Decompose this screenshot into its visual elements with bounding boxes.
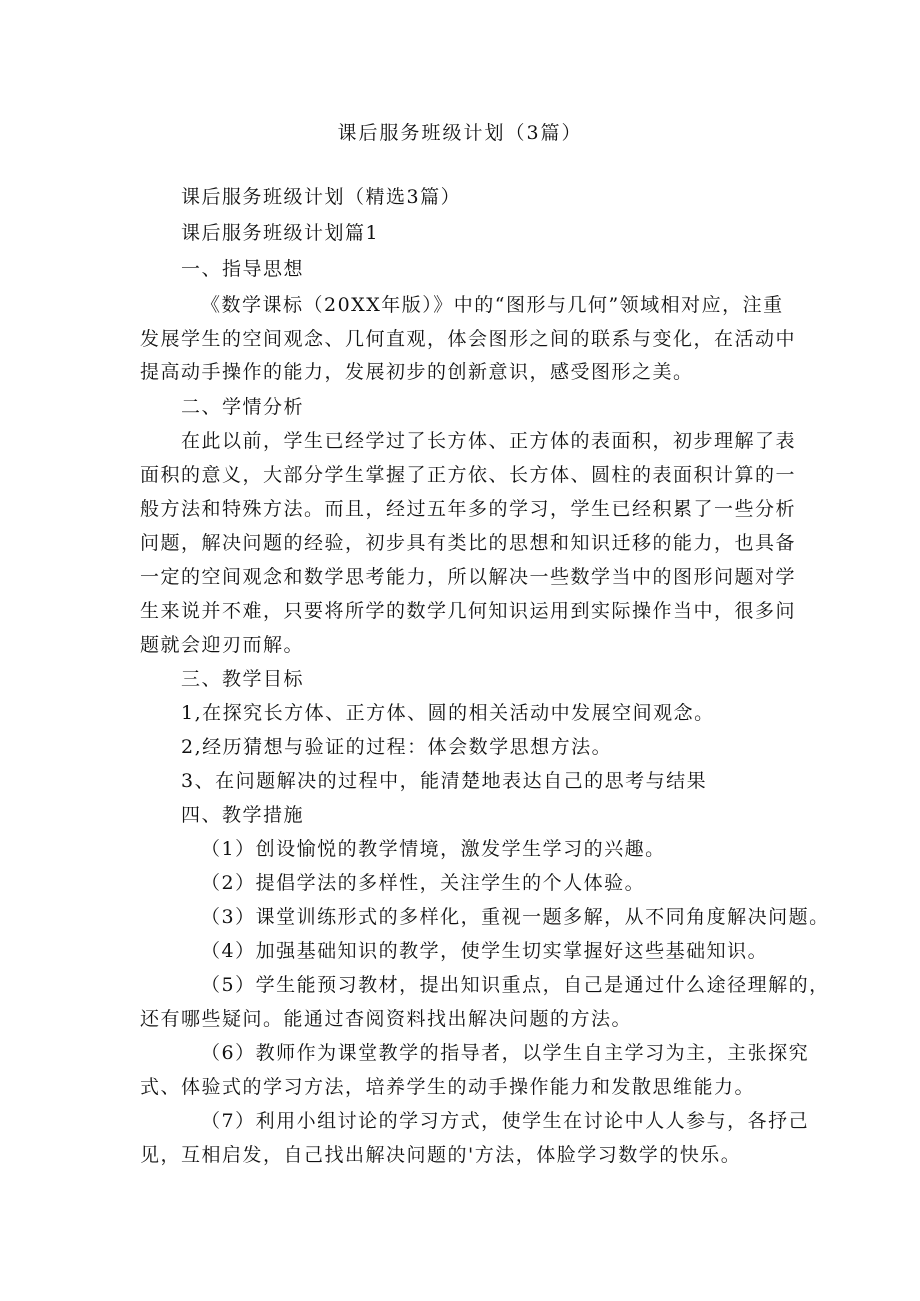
paragraph-line: 生来说并不难，只要将所学的数学几何知识运用到实际操作当中，很多问 xyxy=(140,600,797,622)
heading-guiding-thought: 一、指导思想 xyxy=(181,258,305,280)
paragraph-line: 面积的意义，大部分学生掌握了正方依、长方体、圆柱的表面积计算的一 xyxy=(140,464,797,486)
measure-item-continued: 见，互相启发，自己找出解决问题的'方法，体脸学习数学的快乐。 xyxy=(140,1144,742,1166)
paragraph-line: 般方法和特殊方法。而且，经过五年多的学习，学生已经积累了一些分析 xyxy=(140,498,797,520)
measure-item: （3）课堂训练形式的多样化，重视一题多解，从不同角度解决问题。 xyxy=(201,906,830,928)
measure-item: （2）提倡学法的多样性，关注学生的个人体验。 xyxy=(201,872,646,894)
paragraph-line: 题就会迎刃而解。 xyxy=(140,634,305,656)
paragraph-line: 提高动手操作的能力，发展初步的创新意识，感受图形之美。 xyxy=(140,361,694,383)
goal-item: 2,经历猜想与验证的过程：体会数学思想方法。 xyxy=(181,736,613,758)
heading-goals: 三、教学目标 xyxy=(181,668,305,690)
paragraph-line: 问题，解决问题的经验，初步具有类比的思想和知识迁移的能力，也具备 xyxy=(140,532,797,554)
heading-analysis: 二、学情分析 xyxy=(181,396,305,418)
measure-item: （6）教师作为课堂教学的指导者，以学生自主学习为主，主张探究 xyxy=(201,1042,810,1064)
subtitle-line: 课后服务班级计划（精选3篇） xyxy=(181,186,462,208)
section-heading: 课后服务班级计划篇1 xyxy=(181,222,380,244)
measure-item-continued: 式、体验式的学习方法，培养学生的动手操作能力和发散思维能力。 xyxy=(140,1076,756,1098)
measure-item: （5）学生能预习教材，提出知识重点，自己是通过什么途径理解的， xyxy=(201,974,830,996)
paragraph-line: 一定的空间观念和数学思考能力，所以解决一些数学当中的图形问题对学 xyxy=(140,566,797,588)
paragraph-line: 发展学生的空间观念、几何直观，体会图形之间的联系与变化，在活动中 xyxy=(140,328,797,350)
goal-item: 3、在问题解决的过程中，能清楚地表达自己的思考与结果 xyxy=(181,770,708,792)
heading-measures: 四、教学措施 xyxy=(181,804,305,826)
measure-item: （4）加强基础知识的教学，使学生切实掌握好这些基础知识。 xyxy=(201,940,769,962)
document-title: 课后服务班级计划（3篇） xyxy=(337,122,583,144)
goal-item: 1,在探究长方体、正方体、圆的相关活动中发展空间观念。 xyxy=(181,702,715,724)
paragraph-line: 在此以前，学生已经学过了长方体、正方体的表面积，初步理解了表 xyxy=(181,430,797,452)
measure-item: （1）创设愉悦的教学情境，激发学生学习的兴趣。 xyxy=(201,838,666,860)
paragraph-line: 《数学课标（20XX年版）》中的“图形与几何”领域相对应，注重 xyxy=(201,294,784,316)
measure-item-continued: 还有哪些疑问。能通过杳阅资料找出解决问题的方法。 xyxy=(140,1008,633,1030)
measure-item: （7）利用小组讨论的学习方式，使学生在讨论中人人参与，各抒己 xyxy=(201,1110,810,1132)
